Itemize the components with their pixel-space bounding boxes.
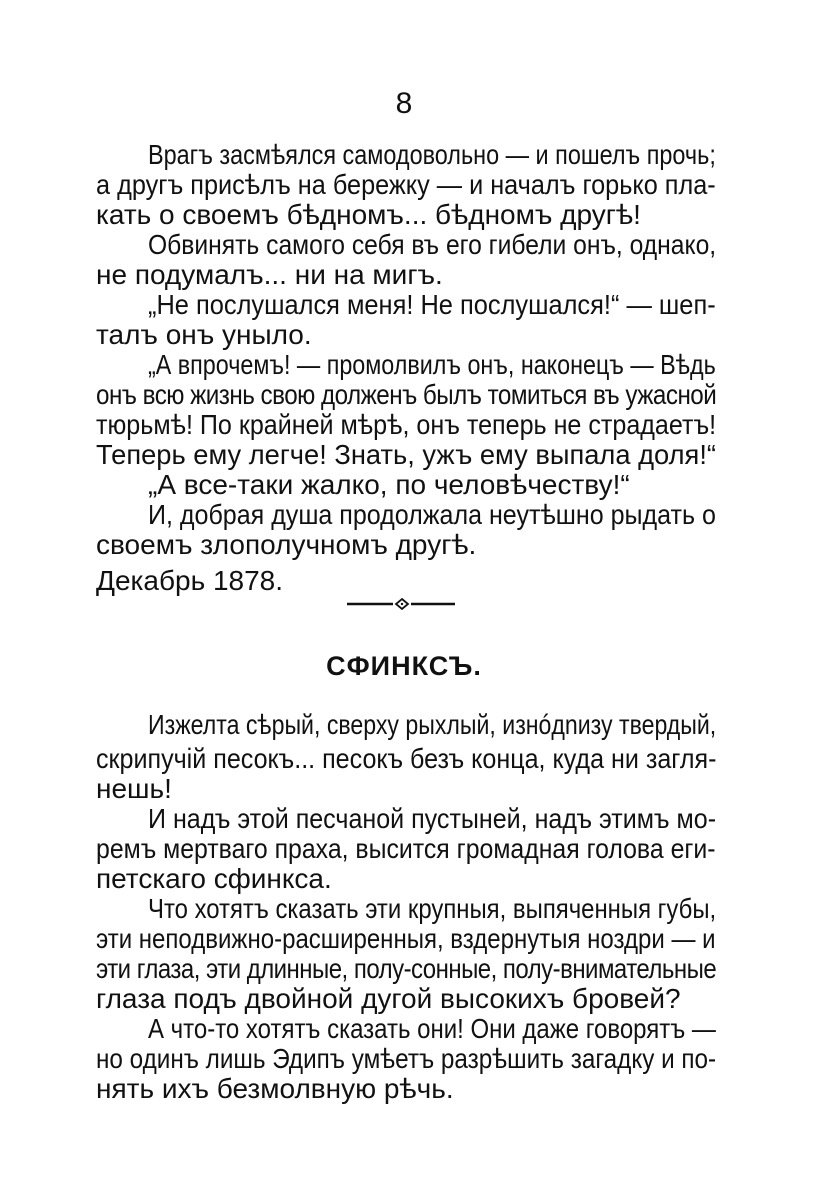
text-line: эти глаза, эти длинные, полу-сонные, полу-внимательные (96, 953, 717, 984)
text-line: нешь! (96, 773, 172, 804)
text-line: а другъ присѣлъ на бережку — и началъ горько пла- (96, 169, 716, 200)
text-line: И надъ этой песчаной пустыней, надъ этимъ мо- (148, 803, 717, 834)
text-line: нять ихъ безмолвную рѣчь. (96, 1073, 454, 1104)
text-line: И, добрая душа продолжала неутѣшно рыдать о (148, 499, 716, 530)
section-heading: СФИНКСЪ. (326, 651, 482, 681)
text-line: своемъ злополучномъ другѣ. (96, 529, 477, 560)
text-line: не подумалъ... ни на мигъ. (96, 259, 443, 290)
text-line: А что-то хотятъ сказать они! Они даже говорятъ — (148, 1013, 716, 1044)
text-line: талъ онъ уныло. (96, 319, 312, 350)
text-line: кать о своемъ бѣдномъ... бѣдномъ другѣ! (96, 199, 641, 230)
text-line: „А впрочемъ! — промолвилъ онъ, наконецъ — Вѣдь (148, 349, 716, 380)
date-line: Декабрь 1878. (96, 565, 284, 596)
text-line: скрипучій песокъ... песокъ безъ конца, куда ни загля- (96, 743, 717, 774)
text-line: но одинъ лишь Эдипъ умѣетъ разрѣшить загадку и по- (96, 1043, 717, 1074)
ornament-divider (345, 596, 459, 612)
text-line: глаза подъ двойной дугой высокихъ бровей? (96, 983, 681, 1014)
text-line: Изжелта сѣрый, сверху рыхлый, изнóдnизу твердый, (148, 709, 717, 740)
text-line: эти неподвижно-расширенныя, вздернутыя ноздри — и (96, 923, 716, 954)
text-line: „Не послушался меня! Не послушался!“ — шеп- (148, 289, 716, 320)
text-line: тюрьмѣ! По крайней мѣрѣ, онъ теперь не страдаетъ! (96, 409, 717, 440)
text-line: ремъ мертваго праха, высится громадная голова еги- (96, 833, 716, 864)
page-number: 8 (395, 87, 413, 120)
text-line: Обвинять самого себя въ его гибели онъ, однако, (148, 229, 717, 260)
text-line: „А все-таки жалко, по человѣчеству!“ (148, 469, 630, 500)
text-line: Теперь ему легче! Знать, ужъ ему выпала доля!“ (96, 439, 716, 470)
text-line: онъ всю жизнь свою долженъ былъ томиться въ ужасной (96, 379, 717, 410)
text-line: петскаго сфинкса. (96, 863, 332, 894)
text-line: Что хотятъ сказать эти крупныя, выпяченныя губы, (148, 893, 717, 924)
text-line: Врагъ засмѣялся самодовольно — и пошелъ прочь; (148, 139, 716, 170)
